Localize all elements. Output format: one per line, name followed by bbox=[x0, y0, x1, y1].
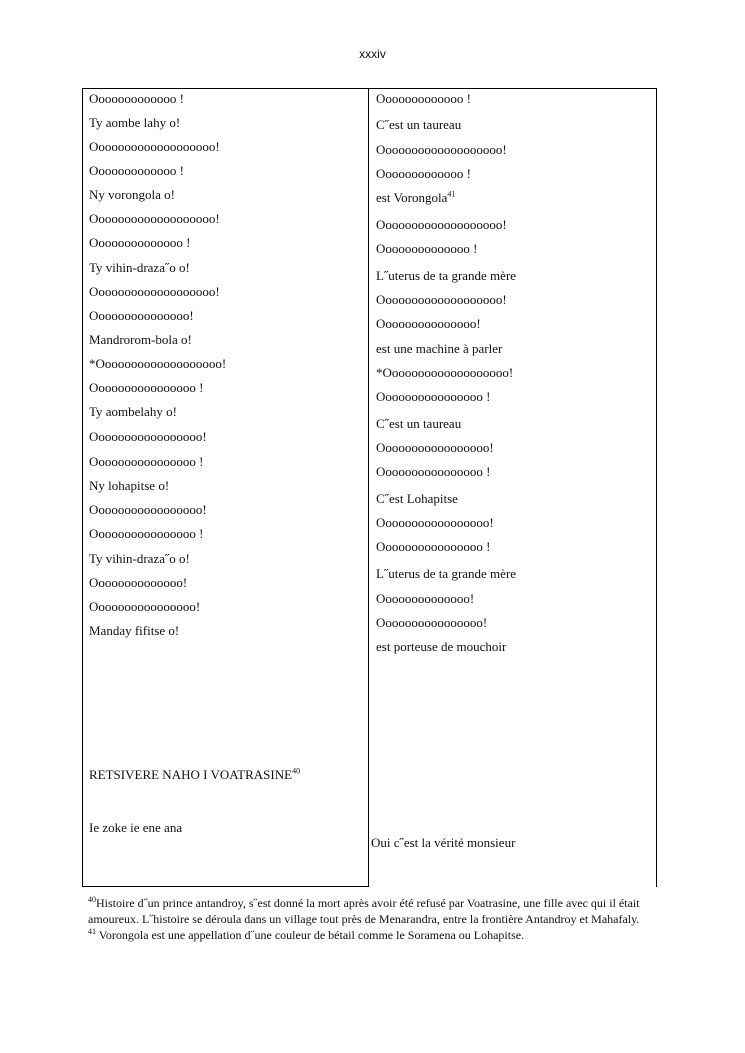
left-line: Ooooooooooooooo! bbox=[89, 308, 194, 323]
right-line: C˝est un taureau bbox=[376, 117, 462, 132]
left-line: Mandrorom-bola o! bbox=[89, 332, 192, 347]
left-line: Oooooooooooooooo ! bbox=[89, 454, 204, 469]
left-line: Oooooooooooooooo ! bbox=[89, 380, 204, 395]
left-line: Ny vorongola o! bbox=[89, 187, 175, 202]
right-line: est Vorongola bbox=[376, 190, 448, 205]
right-line: est porteuse de mouchoir bbox=[376, 639, 507, 654]
right-line: Ooooooooooooooooooo! bbox=[376, 292, 507, 307]
right-line: Oooooooooooooooo! bbox=[376, 615, 488, 630]
right-line: L˝uterus de ta grande mère bbox=[376, 268, 517, 283]
right-line: est une machine à parler bbox=[376, 341, 503, 356]
left-line: Ty aombelahy o! bbox=[89, 404, 177, 419]
left-line: Manday fifitse o! bbox=[89, 623, 180, 638]
left-line: Oooooooooooooo ! bbox=[89, 235, 191, 250]
right-line: Ooooooooooooo ! bbox=[376, 91, 471, 106]
right-line: Ooooooooooooooooooo! bbox=[376, 217, 507, 232]
right-line: Ooooooooooooooooooo! bbox=[376, 142, 507, 157]
footnote-ref-41: 41 bbox=[447, 189, 456, 199]
left-line: Ooooooooooooooooo! bbox=[89, 502, 207, 517]
right-line: Oooooooooooooo ! bbox=[376, 241, 478, 256]
right-line: Ooooooooooooo ! bbox=[376, 166, 471, 181]
right-line: Oooooooooooooooo ! bbox=[376, 464, 491, 479]
left-line: Oooooooooooooo! bbox=[89, 575, 188, 590]
right-line: Ooooooooooooooooo! bbox=[376, 515, 494, 530]
left-line: Ooooooooooooo ! bbox=[89, 91, 184, 106]
left-line: *Ooooooooooooooooooo! bbox=[89, 356, 227, 371]
footnote-text: Histoire d˝un prince antandroy, s˝est donné la mort après avoir été refusé par Voatrasine, une fille avec qui il était amoureux. L˝histoire se déroula dans un village tout près de Menarandra, entre la frontière Antandroy et Mahafaly. bbox=[88, 896, 640, 926]
right-line: Ooooooooooooooo! bbox=[376, 316, 481, 331]
right-line: L˝uterus de ta grande mère bbox=[376, 566, 517, 581]
footnotes bbox=[88, 895, 658, 943]
footnote-41 bbox=[88, 927, 658, 943]
left-line: Ooooooooooooooooooo! bbox=[89, 211, 220, 226]
left-line: Ooooooooooooooooo! bbox=[89, 429, 207, 444]
right-line: Oooooooooooooooo ! bbox=[376, 539, 491, 554]
footnote-number: 41 bbox=[88, 927, 96, 936]
left-line: Ooooooooooooooooooo! bbox=[89, 284, 220, 299]
left-line: Ty vihin-draza˝o o! bbox=[89, 260, 190, 275]
poem-heading-text: RETSIVERE NAHO I VOATRASINE bbox=[89, 767, 293, 782]
right-line: Oooooooooooooooo ! bbox=[376, 389, 491, 404]
right-column-box bbox=[369, 88, 657, 887]
left-line: Oooooooooooooooo! bbox=[89, 599, 201, 614]
footnote-number: 40 bbox=[88, 895, 96, 904]
left-line: Ooooooooooooooooooo! bbox=[89, 139, 220, 154]
footnote-ref-40: 40 bbox=[292, 766, 301, 776]
right-line: C˝est un taureau bbox=[376, 416, 462, 431]
right-line: *Ooooooooooooooooooo! bbox=[376, 365, 514, 380]
left-line: Ty aombe lahy o! bbox=[89, 115, 181, 130]
page-number: xxxiv bbox=[359, 47, 386, 61]
left-line: Ny lohapitse o! bbox=[89, 478, 170, 493]
right-last-line: Oui c˝est la vérité monsieur bbox=[371, 835, 516, 850]
right-line: C˝est Lohapitse bbox=[376, 491, 458, 506]
poem-heading bbox=[89, 767, 300, 783]
footnote-text: Vorongola est une appellation d˝une couleur de bétail comme le Soramena ou Lohapitse. bbox=[96, 928, 525, 942]
right-line: Oooooooooooooo! bbox=[376, 591, 475, 606]
left-line: Oooooooooooooooo ! bbox=[89, 526, 204, 541]
left-line: Ty vihin-draza˝o o! bbox=[89, 551, 190, 566]
right-line: Ooooooooooooooooo! bbox=[376, 440, 494, 455]
footnote-40 bbox=[88, 895, 658, 927]
left-line: Ooooooooooooo ! bbox=[89, 163, 184, 178]
right-line-vorongola bbox=[376, 190, 455, 206]
left-last-line: Ie zoke ie ene ana bbox=[89, 820, 183, 835]
